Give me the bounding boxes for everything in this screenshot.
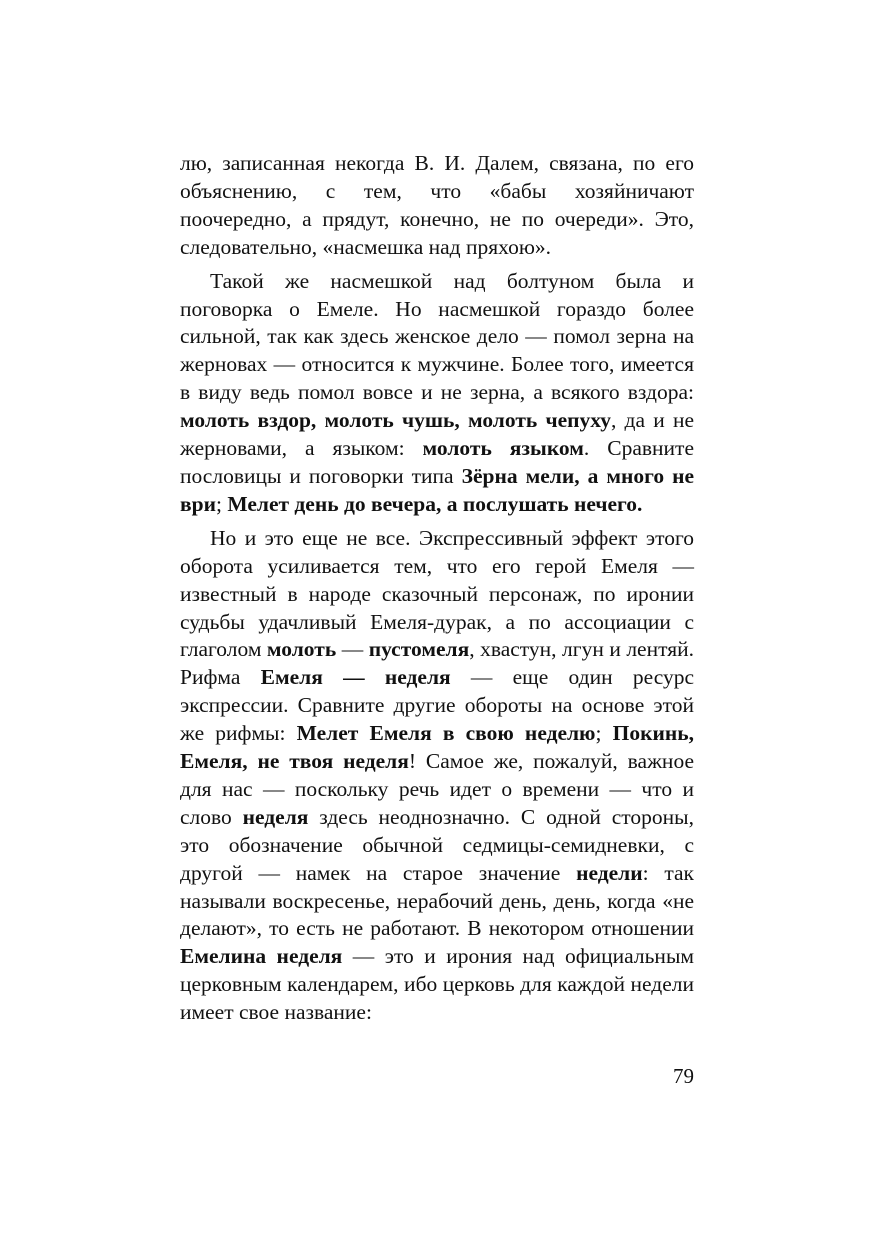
text-segment: — это и ирония над официальным церковным календарем, ибо церковь для каждой недели имеет свое название: xyxy=(180,944,694,1025)
text-segment: ; xyxy=(595,721,613,746)
paragraph-1 xyxy=(180,150,694,262)
text-segment: , да и не жерновами, а языком: xyxy=(180,408,694,461)
text-segment: — xyxy=(336,637,369,662)
text-segment: : так называли воскресенье, нерабочий день, день, когда «не делают», то есть не работают. В некотором отношении xyxy=(180,860,694,941)
bold-phrase: молоть xyxy=(266,637,337,662)
text-segment: лю, записанная некогда В. И. Далем, связана, по его объяснению, с тем, что «бабы хозяйничают поочередно, а прядут, конечно, не по очереди». Это, следовательно, «насмешка над пряхою». xyxy=(180,151,694,259)
bold-phrase: молоть вздор, молоть чушь, молоть чепуху xyxy=(180,408,611,433)
text-segment: ; xyxy=(215,491,228,516)
bold-phrase: пустомеля xyxy=(368,637,470,662)
paragraph-2 xyxy=(180,268,694,519)
bold-phrase: Зёрна мели, а много не ври xyxy=(180,463,694,516)
bold-phrase: молоть языком xyxy=(422,436,584,461)
page-number: 79 xyxy=(673,1064,694,1088)
text-segment: Такой же насмешкой над болтуном была и поговорка о Емеле. Но насмешкой гораздо более сильной, так как здесь женское дело — помол зерна на жерновах — относится к мужчине. Более того, имеется в виду ведь помол вовсе и не зерна, а всякого вздора: xyxy=(180,268,694,405)
bold-phrase: неделя xyxy=(242,804,309,829)
text-segment: Но и это еще не все. Экспрессивный эффект этого оборота усиливается тем, что его герой Емеля — известный в народе сказочный персонаж, по иронии судьбы удачливый Емеля-дурак, а по ассоциации с глаголом xyxy=(180,525,694,662)
text-segment: . Сравните пословицы и поговорки типа xyxy=(180,436,694,488)
bold-phrase: недели xyxy=(576,860,643,885)
text-segment: — еще один ресурс экспрессии. Сравните другие обороты на основе этой же рифмы: xyxy=(180,665,694,746)
bold-phrase: Мелет Емеля в свою неделю xyxy=(296,721,596,746)
bold-phrase: Покинь, Емеля, не твоя неделя xyxy=(180,721,695,774)
text-segment: здесь неоднозначно. С одной стороны, это обозначение обычной седмицы-семидневки, с другой — намек на старое значение xyxy=(180,804,694,885)
bold-phrase: Емеля — неделя xyxy=(260,665,451,690)
paragraph-3 xyxy=(180,525,694,1027)
page-body-text xyxy=(180,150,694,1027)
bold-phrase: Мелет день до вечера, а послушать нечего. xyxy=(227,491,643,516)
text-segment: ! Самое же, пожалуй, важное для нас — поскольку речь идет о времени — что и слово xyxy=(180,749,694,829)
bold-phrase: Емелина неделя xyxy=(180,944,343,969)
text-segment: , хвастун, лгун и лентяй. Рифма xyxy=(180,637,694,690)
